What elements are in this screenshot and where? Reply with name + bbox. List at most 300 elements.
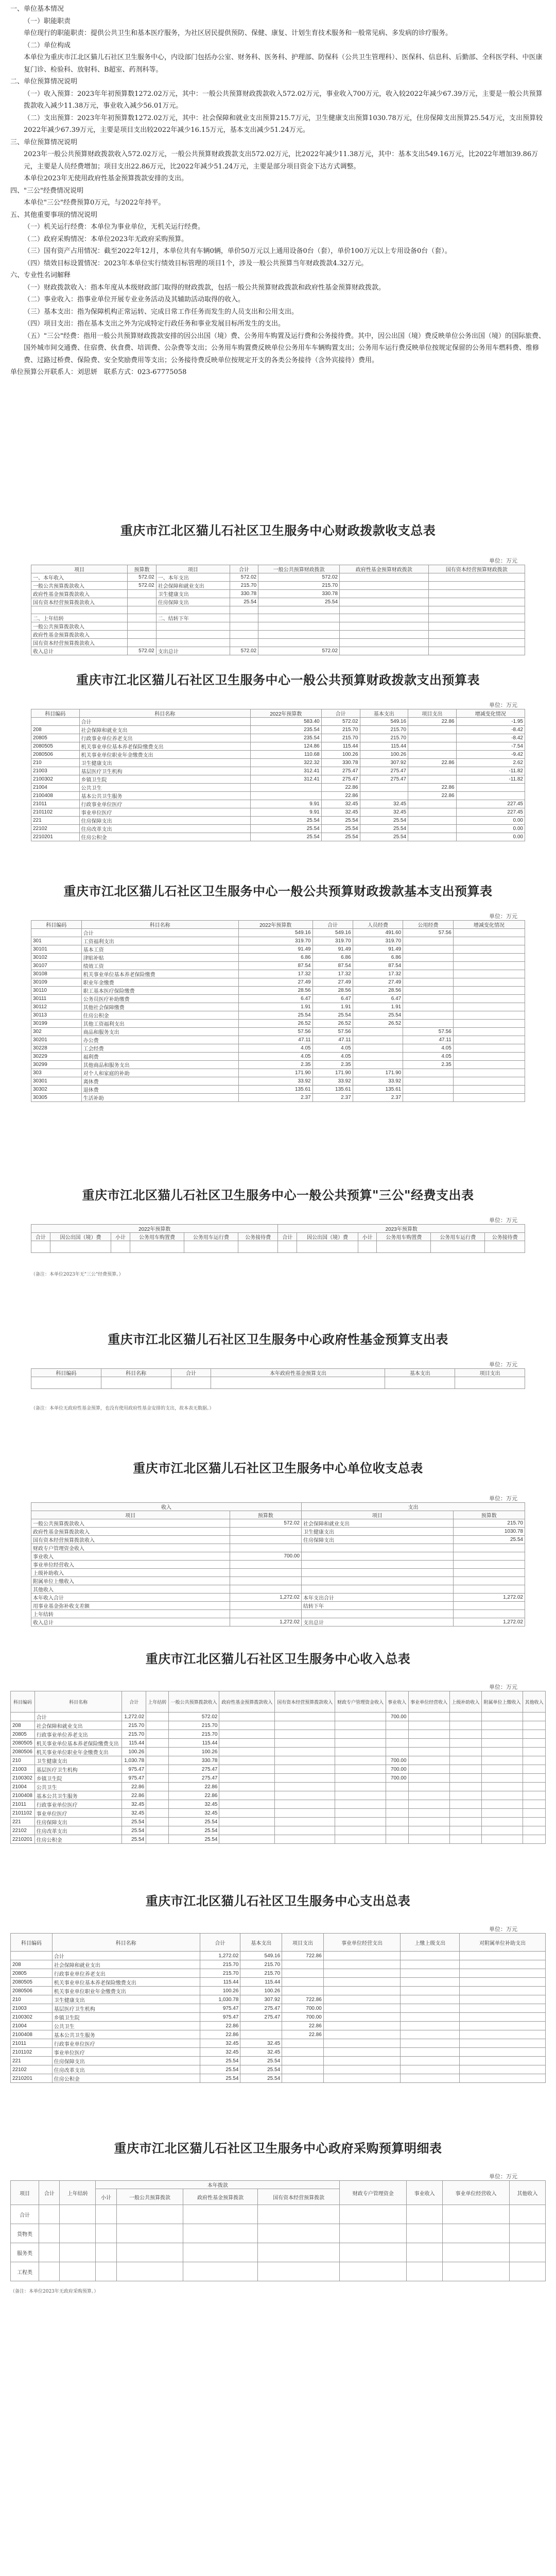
table-header-row (31, 1369, 525, 1377)
table-cell (523, 1783, 546, 1791)
column-header: 公务用车运行费 (184, 1233, 238, 1241)
sub-heading: （一）职能职责 (24, 17, 71, 25)
table-cell: 17.32 (312, 970, 353, 978)
table-cell (183, 2224, 258, 2243)
table-cell: 卫生健康支出 (79, 759, 250, 767)
column-header: 基本支出 (385, 1369, 455, 1377)
table-cell (335, 1713, 386, 1721)
table-cell (449, 1765, 481, 1774)
table-row (11, 2065, 546, 2074)
table-cell: 其他商品和服务支出 (81, 1061, 238, 1069)
table-cell (219, 1721, 275, 1730)
table-cell: 25.54 (250, 825, 321, 833)
table-cell: 210 (31, 759, 80, 767)
table-cell: 26.52 (238, 1020, 312, 1028)
column-header: 项目支出 (408, 709, 457, 718)
table-row (31, 954, 525, 962)
table-cell (386, 1826, 408, 1835)
table-cell (302, 1552, 453, 1561)
table-cell: 210 (11, 1756, 35, 1765)
table-cell: 1,272.02 (230, 1594, 301, 1602)
table-cell: 330.78 (258, 590, 340, 598)
table-cell: 330.78 (230, 590, 258, 598)
table-cell: 基本公共卫生服务 (34, 1791, 122, 1800)
column-header: 事业收入 (386, 1691, 408, 1713)
intro-section (10, 3, 546, 379)
table-row (31, 970, 525, 978)
table-cell (523, 1713, 546, 1721)
table-cell (403, 1086, 454, 1094)
table-row (31, 995, 525, 1003)
table-cell (460, 1995, 546, 2004)
table-cell (353, 1053, 403, 1061)
table-cell: 30228 (31, 1044, 82, 1053)
table-cell (403, 1094, 454, 1102)
basic-expenditure-table (31, 920, 525, 1102)
table-row (11, 1765, 546, 1774)
table-cell (449, 1835, 481, 1844)
table-cell: 政府性基金预算拨款收入 (31, 631, 128, 639)
table-cell (335, 1774, 386, 1783)
column-header: 一般公共预算拨款 (116, 2189, 183, 2205)
table-cell (453, 1069, 525, 1077)
table-cell (408, 1721, 449, 1730)
table-cell: 国有资本经营预算拨款收入 (31, 598, 128, 606)
table-cell (403, 987, 454, 995)
table-cell: -8.42 (456, 734, 525, 742)
table-row (31, 767, 525, 775)
table-cell: 275.47 (360, 775, 408, 784)
table-cell (386, 1739, 408, 1748)
table-cell (453, 962, 525, 970)
table-cell: 6.47 (312, 995, 353, 1003)
table-cell (403, 1003, 454, 1011)
table-cell (230, 1610, 301, 1618)
table-cell: 20805 (11, 1969, 53, 1978)
table-cell (408, 808, 457, 817)
table-cell (460, 1978, 546, 1987)
table-cell (335, 1791, 386, 1800)
table-cell: 21011 (31, 800, 80, 808)
table-cell (386, 1835, 408, 1844)
expenditure-summary-table (10, 1933, 546, 2083)
column-header: 一般公共预算财政拨款 (258, 565, 340, 573)
table-cell (453, 1077, 525, 1086)
table-cell (443, 2205, 510, 2224)
table-row (31, 833, 525, 841)
table-row (31, 784, 525, 792)
table-cell (481, 1730, 523, 1739)
table-cell: 收入总计 (31, 647, 128, 655)
column-header: 预算数 (453, 1511, 525, 1519)
table-cell (219, 1791, 275, 1800)
table-cell (403, 1069, 454, 1077)
paragraph: （二）政府采购情况：本单位2023年无政府采购预算。 (24, 235, 188, 243)
table-row (31, 647, 525, 655)
table-cell: 社会保障和就业支出 (34, 1721, 122, 1730)
column-header: 上年结转 (60, 2181, 96, 2205)
table-cell (481, 1721, 523, 1730)
table-cell: 2080506 (11, 1987, 53, 1995)
table-cell: 收入总计 (31, 1618, 230, 1626)
table-cell (408, 726, 457, 734)
table-cell: 机关事业单位职业年金缴费支出 (34, 1748, 122, 1756)
table-cell (460, 2048, 546, 2057)
table-cell: 行政事业单位养老支出 (34, 1730, 122, 1739)
table-cell (428, 631, 525, 639)
table-cell (335, 1739, 386, 1748)
table-cell: 4.05 (238, 1044, 312, 1053)
table-cell (282, 2039, 324, 2048)
table-cell (523, 1826, 546, 1835)
table-row (11, 1800, 546, 1809)
table-cell: 行政事业单位医疗 (52, 2039, 200, 2048)
table-cell: 22102 (11, 2065, 53, 2074)
table-cell: 职工基本医疗保险缴费 (81, 987, 238, 995)
table-cell (230, 614, 258, 622)
column-header: 政府性基金预算拨款 (183, 2189, 258, 2205)
table-cell (443, 2243, 510, 2262)
table-cell (323, 2057, 400, 2065)
table-cell: 26.52 (312, 1020, 353, 1028)
table-cell (230, 1544, 301, 1552)
table-cell: 33.92 (238, 1077, 312, 1086)
table-cell: 国有资本经营预算拨款收入 (31, 1536, 230, 1544)
table-cell (128, 622, 156, 631)
table-row (31, 937, 525, 945)
table-cell: 215.70 (200, 1969, 240, 1978)
table-cell (353, 1044, 403, 1053)
paragraph: （四）项目支出：指在基本支出之外为完成特定行政任务和事业发展目标所发生的支出。 (24, 320, 285, 328)
table-cell (230, 1569, 301, 1577)
table-cell: 22.86 (408, 792, 457, 800)
table-cell (401, 2004, 460, 2013)
table-cell (183, 2243, 258, 2262)
table-cell (340, 631, 429, 639)
table-cell: 1,272.02 (453, 1594, 525, 1602)
table-row (31, 1086, 525, 1094)
table-cell: 4.05 (312, 1044, 353, 1053)
paragraph: （一）财政拨款收入：指本年度从本级财政部门取得的财政拨款，包括一般公共预算财政拨款和政府性基金预算财政拨款。 (24, 283, 386, 292)
table-cell (449, 1721, 481, 1730)
table-cell: 其他收入 (31, 1585, 230, 1594)
table-cell: 33.92 (312, 1077, 353, 1086)
column-header: 合计 (31, 1233, 50, 1241)
table-cell: 700.00 (386, 1756, 408, 1765)
table-cell: 25.54 (353, 1011, 403, 1020)
table-cell: 货物类 (11, 2224, 39, 2243)
table-cell: 2080505 (31, 742, 80, 751)
table-row (31, 590, 525, 598)
table-cell (481, 1739, 523, 1748)
column-header: 对附属单位补助支出 (460, 1934, 546, 1952)
table-cell (31, 1377, 101, 1389)
table-cell: 22102 (11, 1826, 35, 1835)
table-row (31, 945, 525, 954)
table-cell (407, 2205, 443, 2224)
table-cell: 302 (31, 1028, 82, 1036)
table-cell: 其他工资福利支出 (81, 1020, 238, 1028)
table-cell (481, 1774, 523, 1783)
table-cell: 22.86 (408, 718, 457, 726)
table-cell: 124.86 (250, 742, 321, 751)
column-header: 2022年预算数 (250, 709, 321, 718)
table-cell: 4.05 (403, 1053, 454, 1061)
table-cell (323, 1995, 400, 2004)
table-cell (146, 1809, 169, 1818)
table-title-income-summary: 重庆市江北区猫儿石社区卫生服务中心收入总表 (145, 1651, 411, 1666)
table-cell: 235.54 (250, 726, 321, 734)
table-cell: 2080505 (11, 1978, 53, 1987)
table-cell: 227.45 (456, 808, 525, 817)
table-cell (401, 1987, 460, 1995)
table-cell: 722.86 (282, 1952, 324, 1960)
table-cell (116, 2243, 183, 2262)
table-cell (96, 2243, 116, 2262)
table-cell: 政府性基金预算拨款收入 (31, 590, 128, 598)
table-row (31, 582, 525, 590)
table-cell (401, 2013, 460, 2022)
table-cell (408, 1791, 449, 1800)
table-cell: 机关事业单位基本养老保险缴费 (81, 970, 238, 978)
table-cell (401, 2048, 460, 2057)
table-cell (386, 1730, 408, 1739)
table-cell: 30301 (31, 1077, 82, 1086)
table-cell: 235.54 (250, 734, 321, 742)
table-cell (509, 2205, 545, 2224)
table-cell (360, 792, 408, 800)
table-cell (323, 2004, 400, 2013)
table-cell (130, 1241, 184, 1253)
table-cell: 549.16 (312, 929, 353, 937)
unit-label: 单位：万元 (489, 1361, 517, 1368)
table-cell: 87.54 (353, 962, 403, 970)
table-cell (323, 1969, 400, 1978)
column-header: 合计 (321, 709, 360, 718)
table-cell: 住房改革支出 (34, 1826, 122, 1835)
table-cell (275, 1818, 335, 1826)
column-header: 因公出国（境）费 (297, 1233, 358, 1241)
table-cell: 115.44 (168, 1739, 219, 1748)
table-cell (460, 2057, 546, 2065)
table-cell (428, 598, 525, 606)
table-cell: 2101102 (11, 2048, 53, 2057)
table-cell (403, 1020, 454, 1028)
table-cell (449, 1756, 481, 1765)
column-header: 本年政府性基金预算支出 (211, 1369, 385, 1377)
column-header: 合计 (230, 565, 258, 573)
column-header: 国有资本经营预算拨款收入 (275, 1691, 335, 1713)
table-cell: 机关事业单位基本养老保险缴费支出 (79, 742, 250, 751)
table-row (31, 1053, 525, 1061)
table-cell (50, 1241, 111, 1253)
table-cell: 700.00 (230, 1552, 301, 1561)
table-cell: 700.00 (386, 1774, 408, 1783)
table-cell: 549.16 (360, 718, 408, 726)
table-cell: 215.70 (168, 1721, 219, 1730)
table-cell (523, 1800, 546, 1809)
table-cell: 基层医疗卫生机构 (52, 2004, 200, 2013)
table-cell: 1.91 (312, 1003, 353, 1011)
table-cell (401, 2074, 460, 2083)
table-cell (460, 2039, 546, 2048)
table-cell: 215.70 (122, 1730, 146, 1739)
table-cell (449, 1800, 481, 1809)
table-cell (275, 1748, 335, 1756)
table-cell (453, 1044, 525, 1053)
table-cell (183, 2262, 258, 2281)
table-cell (403, 962, 454, 970)
table-cell: 福利费 (81, 1053, 238, 1061)
table-row (11, 2013, 546, 2022)
table-cell: 20805 (31, 734, 80, 742)
table-cell: 32.45 (168, 1809, 219, 1818)
table-cell (481, 1765, 523, 1774)
table-cell: 商品和服务支出 (81, 1028, 238, 1036)
table-cell: 事业收入 (31, 1552, 230, 1561)
table-cell: 一般公共预算拨款收入 (31, 1519, 230, 1528)
table-row (31, 751, 525, 759)
table-cell: 乡镇卫生院 (52, 2013, 200, 2022)
table-cell (460, 2030, 546, 2039)
table-row (31, 1241, 525, 1253)
table-cell (219, 1739, 275, 1748)
table-cell (146, 1721, 169, 1730)
table-cell (240, 2022, 282, 2030)
table-cell (407, 2224, 443, 2243)
column-header: 科目名称 (81, 921, 238, 929)
column-header: 财政专户管理资金收入 (335, 1691, 386, 1713)
table-cell (408, 1818, 449, 1826)
table-cell: 210 (11, 1995, 53, 2004)
table-row (31, 1519, 525, 1528)
table-cell: 上年结转 (31, 1610, 230, 1618)
table-row (11, 1739, 546, 1748)
procurement-table (10, 2180, 546, 2281)
table-cell (340, 2243, 407, 2262)
table-cell (184, 1241, 238, 1253)
table-cell: 28.56 (353, 987, 403, 995)
table-cell: 住房公积金 (34, 1835, 122, 1844)
table-cell (146, 1748, 169, 1756)
paragraph: 单位现行的职能职责：提供公共卫生和基本医疗服务，为社区居民提供预防、保健、康复、计划生育技术服务和一般常见病、多发病的诊疗服务。 (24, 29, 453, 37)
table-cell (340, 582, 429, 590)
table-cell: 21011 (11, 1800, 35, 1809)
column-header: 项目 (11, 2181, 39, 2205)
paragraph: （四）绩效目标设置情况：2023年本单位实行绩效目标管理的项目1个，涉及一般公共预算当年财政拨款4.32万元。 (24, 259, 368, 267)
table-cell (323, 1978, 400, 1987)
table-row (11, 2022, 546, 2030)
table-cell (385, 1377, 455, 1389)
table-cell: 一、本年支出 (156, 573, 230, 582)
table-cell: 32.45 (168, 1800, 219, 1809)
table-cell (453, 1053, 525, 1061)
table-header-row (31, 1511, 525, 1519)
table-row (11, 2074, 546, 2083)
table-cell (275, 1713, 335, 1721)
table-cell (302, 1585, 453, 1594)
column-header: 政府性基金预算拨款收入 (219, 1691, 275, 1713)
table-cell: 135.61 (353, 1086, 403, 1094)
table-row (11, 2048, 546, 2057)
table-cell: 0.00 (456, 833, 525, 841)
table-row (11, 1952, 546, 1960)
paragraph: （五）"三公"经费：指用一般公共预算财政拨款安排的因公出国（境）费、公务用车购置及运行费和公务接待费。其中，因公出国（境）费反映单位公务出国（境）的国际旅费、国外城市间交通费、住宿费、伙食费、培训费、公杂费等支出；公务用车购置费反映单位公务用车车辆购置支出；公务用车运行费反映单位按规定保留的公务用车燃料费、维修费、过路过桥费、保险费、安全奖励费用等支出；公务接待费反映单位按规定开支的各类公务接待（含外宾接待）费用。 (24, 332, 545, 364)
table-cell (146, 1765, 169, 1774)
table-cell: 27.49 (238, 978, 312, 987)
table-cell: 572.02 (128, 582, 156, 590)
table-cell: 32.45 (122, 1809, 146, 1818)
table-cell (335, 1748, 386, 1756)
table-cell: 住房改革支出 (79, 825, 250, 833)
table-cell: 30199 (31, 1020, 82, 1028)
table-row (11, 2262, 546, 2281)
paragraph: （一）机关运行经费：本单位为事业单位，无机关运行经费。 (24, 223, 205, 231)
table-cell (219, 1748, 275, 1756)
table-cell (523, 1835, 546, 1844)
table-cell (523, 1818, 546, 1826)
table-cell (156, 606, 230, 614)
table-cell (323, 2022, 400, 2030)
table-cell: 700.00 (282, 2013, 324, 2022)
table-title-fiscal-summary: 重庆市江北区猫儿石社区卫生服务中心财政拨款收支总表 (120, 523, 436, 538)
table-cell: 307.92 (240, 1995, 282, 2004)
table-cell: 社会保障和就业支出 (156, 582, 230, 590)
table-cell (481, 1713, 523, 1721)
table-cell (128, 590, 156, 598)
table-cell: 32.45 (240, 2039, 282, 2048)
table-cell: 合计 (81, 929, 238, 937)
table-cell (453, 954, 525, 962)
table-cell (428, 639, 525, 647)
table-cell: 27.49 (312, 978, 353, 987)
column-header: 项目 (31, 1511, 230, 1519)
table-cell (481, 1791, 523, 1800)
table-cell (282, 2065, 324, 2074)
table-cell (453, 1552, 525, 1561)
table-title-three-public: 重庆市江北区猫儿石社区卫生服务中心一般公共预算"三公"经费支出表 (82, 1188, 474, 1202)
table-cell (340, 606, 429, 614)
table-cell: 57.56 (403, 1028, 454, 1036)
table-cell: 财政专户管理资金收入 (31, 1544, 230, 1552)
table-cell (340, 622, 429, 631)
table-cell: 住房公积金 (79, 833, 250, 841)
table-cell: 275.47 (321, 775, 360, 784)
table-row (11, 1748, 546, 1756)
table-row (31, 1585, 525, 1594)
column-header: 事业单位经营收入 (443, 2181, 510, 2205)
table-cell: 合计 (34, 1713, 122, 1721)
table-cell (485, 1241, 525, 1253)
table-cell (377, 1241, 431, 1253)
table-cell (449, 1774, 481, 1783)
table-cell (509, 2262, 545, 2281)
table-cell (323, 2048, 400, 2057)
table-cell (116, 2205, 183, 2224)
table-row (31, 1544, 525, 1552)
table-cell (453, 978, 525, 987)
table-cell: 2100302 (11, 2013, 53, 2022)
table-cell: 87.54 (238, 962, 312, 970)
table-cell (230, 1577, 301, 1585)
table-cell: 21003 (11, 1765, 35, 1774)
column-header: 合计 (39, 2181, 60, 2205)
table-cell: 100.26 (240, 1987, 282, 1995)
table-cell: 25.54 (200, 2074, 240, 2083)
table-cell: 机关事业单位基本养老保险缴费支出 (34, 1739, 122, 1748)
table-cell (509, 2243, 545, 2262)
table-cell (509, 2224, 545, 2243)
